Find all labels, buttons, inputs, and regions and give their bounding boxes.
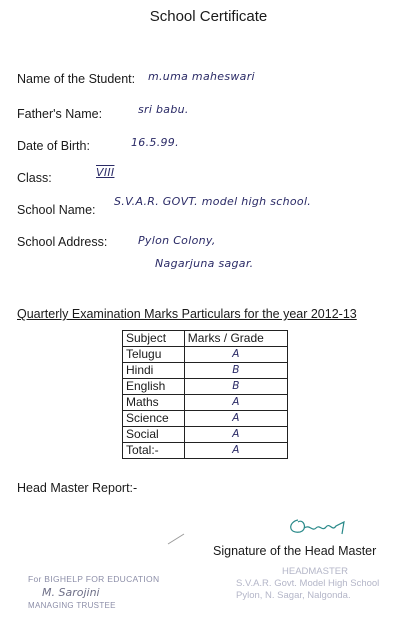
trustee-stamp-role: MANAGING TRUSTEE xyxy=(28,601,116,610)
father-name-label: Father's Name: xyxy=(17,107,103,121)
class-label: Class: xyxy=(17,171,52,185)
table-row xyxy=(123,395,288,411)
table-header-row xyxy=(123,331,288,347)
dob-label: Date of Birth: xyxy=(17,139,90,153)
trustee-stamp-org: For BIGHELP FOR EDUCATION xyxy=(28,574,160,584)
marks-table xyxy=(122,330,288,459)
school-address-label: School Address: xyxy=(17,235,108,249)
subject-cell: Total:- xyxy=(123,443,185,459)
headmaster-stamp-school: S.V.A.R. Govt. Model High School xyxy=(236,578,380,589)
trustee-signature: M. Sarojini xyxy=(42,586,100,599)
school-address-line1: Pylon Colony, xyxy=(138,234,216,247)
grade-cell: B xyxy=(184,379,287,395)
subject-cell: Maths xyxy=(123,395,185,411)
trustee-stamp xyxy=(28,574,159,610)
grade-cell: B xyxy=(184,363,287,379)
table-row xyxy=(123,379,288,395)
dob-value: 16.5.99. xyxy=(131,136,179,149)
grade-cell: A xyxy=(184,427,287,443)
school-name-value: S.V.A.R. GOVT. model high school. xyxy=(114,195,312,208)
table-row xyxy=(123,411,288,427)
subject-column-header: Subject xyxy=(123,331,185,347)
student-name-label: Name of the Student: xyxy=(17,72,136,86)
grade-cell: A xyxy=(184,411,287,427)
document-title: School Certificate xyxy=(149,8,268,25)
grade-cell: A xyxy=(184,443,287,459)
student-name-value: m.uma maheswari xyxy=(148,70,255,83)
subject-cell: Hindi xyxy=(123,363,185,379)
grade-cell: A xyxy=(184,347,287,363)
headmaster-stamp xyxy=(236,566,379,602)
subject-cell: Telugu xyxy=(123,347,185,363)
table-row xyxy=(123,363,288,379)
head-master-signature xyxy=(284,512,354,542)
subject-cell: Science xyxy=(123,411,185,427)
table-row xyxy=(123,427,288,443)
subject-cell: Social xyxy=(123,427,185,443)
pen-mark-icon xyxy=(166,532,186,546)
head-master-signature-label: Signature of the Head Master xyxy=(213,544,377,558)
class-value: VIII xyxy=(96,166,115,179)
grade-cell: A xyxy=(184,395,287,411)
headmaster-stamp-place: Pylon, N. Sagar, Nalgonda. xyxy=(236,590,351,601)
subject-cell: English xyxy=(123,379,185,395)
father-name-value: sri babu. xyxy=(138,103,189,116)
table-row xyxy=(123,443,288,459)
head-master-report-label: Head Master Report:- xyxy=(17,481,138,495)
headmaster-stamp-title: HEADMASTER xyxy=(282,566,348,577)
marks-heading: Quarterly Examination Marks Particulars for the year 2012-13 xyxy=(17,307,357,321)
table-row xyxy=(123,347,288,363)
grade-column-header: Marks / Grade xyxy=(184,331,287,347)
school-name-label: School Name: xyxy=(17,203,96,217)
school-address-line2: Nagarjuna sagar. xyxy=(155,257,254,270)
